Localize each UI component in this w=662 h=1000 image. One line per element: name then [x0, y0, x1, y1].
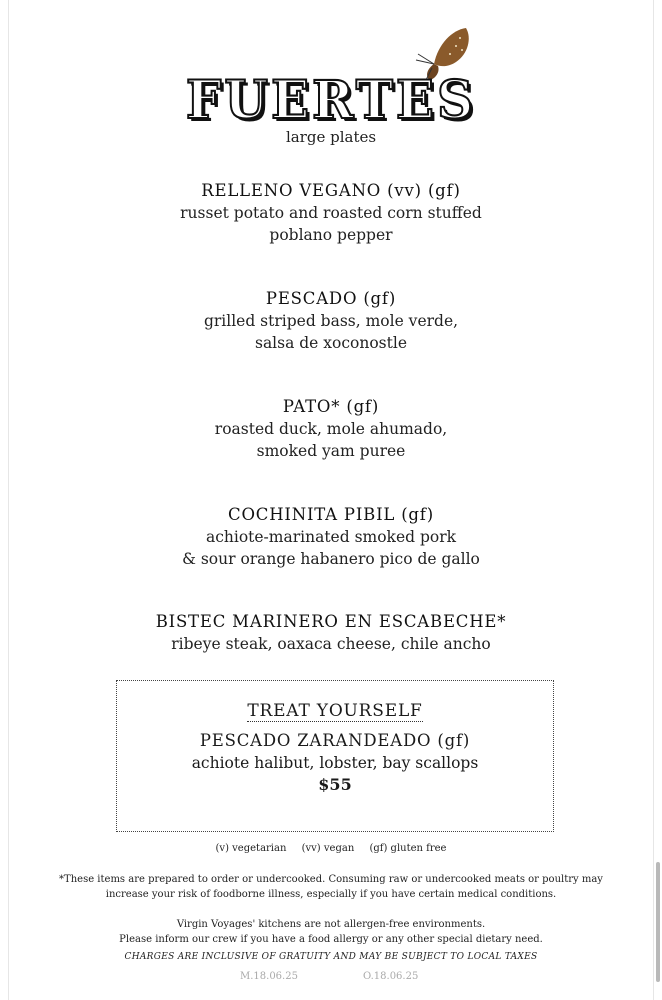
menu-item: [0, 611, 662, 655]
dish-description: grilled striped bass, mole verde,: [203, 312, 459, 330]
treat-dish-description: achiote halibut, lobster, bay scallops: [191, 754, 479, 772]
menu-code-right: O.18.06.25: [363, 971, 419, 982]
dish-description: ribeye steak, oaxaca cheese, chile ancho: [171, 635, 491, 653]
dish-name: RELLENO VEGANO (vv) (gf): [201, 181, 461, 200]
dish-description: & sour orange habanero pico de gallo: [182, 550, 480, 568]
dish-description: achiote-marinated smoked pork: [205, 528, 457, 546]
menu-item: [0, 396, 662, 462]
legend-vegetarian: (v) vegetarian: [215, 843, 287, 854]
legend-vegan: (vv) vegan: [301, 843, 355, 854]
dish-description: russet potato and roasted corn stuffed: [180, 204, 482, 222]
legend-gluten-free: (gf) gluten free: [369, 843, 447, 854]
menu-title: [0, 70, 662, 129]
food-safety-notice: *These items are prepared to order or undercooked. Consuming raw or undercooked meats or poultry may increase your risk of foodborne illness, especially if you have certain medical conditions.: [59, 874, 603, 900]
menu-item: [0, 288, 662, 354]
menu-code-left: M.18.06.25: [240, 971, 298, 982]
dish-description: smoked yam puree: [256, 442, 406, 460]
charges-notice: CHARGES ARE INCLUSIVE OF GRATUITY AND MAY BE SUBJECT TO LOCAL TAXES: [124, 952, 538, 962]
dish-description: roasted duck, mole ahumado,: [214, 420, 448, 438]
treat-title: TREAT YOURSELF: [247, 701, 423, 721]
treat-price: $55: [318, 775, 352, 794]
treat-yourself-box: [116, 680, 554, 832]
dish-description: salsa de xoconostle: [254, 334, 407, 352]
menu-header: [0, 24, 662, 154]
menu-item: [0, 180, 662, 246]
menu-subtitle: large plates: [285, 128, 377, 146]
dish-name: BISTEC MARINERO EN ESCABECHE*: [155, 612, 507, 631]
menu-item: [0, 504, 662, 570]
allergen-notice-line1: Virgin Voyages' kitchens are not allergen-free environments.: [176, 919, 486, 930]
menu-title-text: FUERTES: [185, 68, 477, 131]
dish-description: poblano pepper: [269, 226, 393, 244]
dish-name: PESCADO (gf): [265, 289, 397, 308]
dish-name: COCHINITA PIBIL (gf): [228, 505, 434, 524]
allergen-notice-line2: Please inform our crew if you have a food allergy or any other special dietary need.: [119, 934, 543, 945]
scrollbar[interactable]: [656, 862, 660, 982]
dietary-legend: [0, 843, 662, 854]
treat-dish-name: PESCADO ZARANDEADO (gf): [199, 731, 471, 750]
dish-name: PATO* (gf): [282, 397, 380, 416]
